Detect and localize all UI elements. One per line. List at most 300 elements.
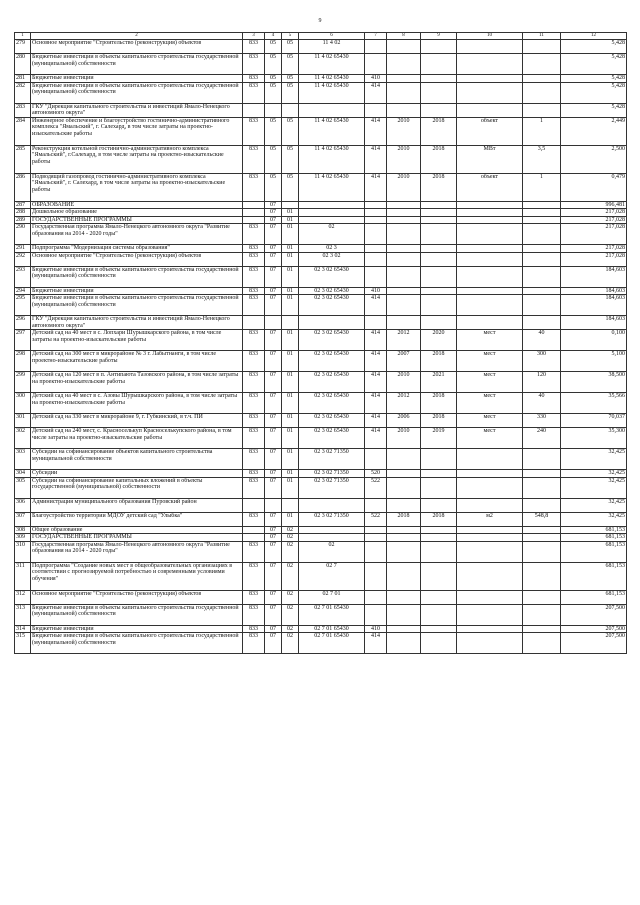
row-number-cell: 297 xyxy=(15,330,31,351)
row-name-cell: Бюджетные инвестиции xyxy=(31,625,243,633)
amount-cell: 681,153 xyxy=(561,541,627,562)
unit-cell: м2 xyxy=(457,512,523,526)
unit-cell: мест xyxy=(457,330,523,351)
row-number-cell: 286 xyxy=(15,173,31,201)
row-name-cell: ОБРАЗОВАНИЕ xyxy=(31,201,243,209)
row-number-cell: 280 xyxy=(15,54,31,75)
target-code-cell: 02 3 02 65430 xyxy=(299,428,365,449)
subsection-code-cell xyxy=(282,316,299,330)
start-year-cell xyxy=(387,526,421,534)
row-name-cell: Субсидии xyxy=(31,470,243,478)
admin-code-cell xyxy=(243,316,265,330)
admin-code-cell: 833 xyxy=(243,604,265,625)
subsection-code-cell: 05 xyxy=(282,75,299,83)
row-name-cell: Реконструкция котельной гостинично-административного комплекса "Ямальский", г.Салехард, в том числе затраты на проектно-изыскательские работы xyxy=(31,145,243,173)
capacity-cell: 40 xyxy=(523,393,561,414)
end-year-cell xyxy=(421,562,457,590)
admin-code-cell: 833 xyxy=(243,40,265,54)
expense-type-cell: 414 xyxy=(365,414,387,428)
table-row xyxy=(15,245,627,253)
table-row xyxy=(15,498,627,512)
row-number-cell: 295 xyxy=(15,295,31,316)
subsection-code-cell: 01 xyxy=(282,295,299,316)
section-code-cell: 05 xyxy=(265,82,282,103)
expense-type-cell: 414 xyxy=(365,82,387,103)
row-number-cell: 304 xyxy=(15,470,31,478)
row-name-cell: Детский сад на 330 мест в микрорайоне 9, г. Губкинский, в т.ч. ПИ xyxy=(31,414,243,428)
target-code-cell xyxy=(299,216,365,224)
start-year-cell xyxy=(387,75,421,83)
row-number-cell: 312 xyxy=(15,590,31,604)
table-row xyxy=(15,75,627,83)
table-row xyxy=(15,216,627,224)
row-name-cell: Инженерное обеспечение и благоустройство гостинично-административного комплекса "Ямальский", г. Салехард, в том числе затраты на проектно-изыскательские работы xyxy=(31,117,243,145)
subsection-code-cell: 01 xyxy=(282,266,299,287)
row-name-cell: Бюджетные инвестиции в объекты капитального строительства государственной (муниципальной) собственности xyxy=(31,266,243,287)
target-code-cell: 02 7 01 xyxy=(299,590,365,604)
target-code-cell: 02 3 02 65430 xyxy=(299,351,365,372)
column-header: 6 xyxy=(299,33,365,40)
capacity-cell xyxy=(523,54,561,75)
subsection-code-cell: 01 xyxy=(282,224,299,245)
table-row xyxy=(15,526,627,534)
row-name-cell: Государственная программа Ямало-Ненецкого автономного округа "Развитие образования на 2014 - 2020 годы" xyxy=(31,224,243,245)
row-number-cell: 293 xyxy=(15,266,31,287)
amount-cell: 681,153 xyxy=(561,534,627,542)
end-year-cell: 2018 xyxy=(421,414,457,428)
unit-cell xyxy=(457,526,523,534)
table-row xyxy=(15,209,627,217)
column-header: 3 xyxy=(243,33,265,40)
subsection-code-cell: 01 xyxy=(282,470,299,478)
expense-type-cell: 410 xyxy=(365,75,387,83)
column-header: 8 xyxy=(387,33,421,40)
row-number-cell: 282 xyxy=(15,82,31,103)
end-year-cell xyxy=(421,633,457,654)
row-name-cell: Бюджетные инвестиции в объекты капитального строительства государственной (муниципальной) собственности xyxy=(31,604,243,625)
unit-cell: мест xyxy=(457,428,523,449)
amount-cell: 32,425 xyxy=(561,512,627,526)
subsection-code-cell xyxy=(282,201,299,209)
table-row xyxy=(15,351,627,372)
admin-code-cell: 833 xyxy=(243,245,265,253)
expense-type-cell: 522 xyxy=(365,512,387,526)
row-name-cell: Подводящий газопровод гостинично-административного комплекса "Ямальский", г. Салехард, в том числе затраты на проектно-изыскательские работы xyxy=(31,173,243,201)
table-row xyxy=(15,82,627,103)
section-code-cell: 05 xyxy=(265,173,282,201)
admin-code-cell: 833 xyxy=(243,54,265,75)
target-code-cell: 02 3 02 71350 xyxy=(299,512,365,526)
row-name-cell: Основное мероприятие "Строительство (реконструкция) объектов xyxy=(31,40,243,54)
admin-code-cell: 833 xyxy=(243,372,265,393)
table-row xyxy=(15,512,627,526)
row-number-cell: 292 xyxy=(15,252,31,266)
capacity-cell xyxy=(523,40,561,54)
row-name-cell: Подпрограмма "Модернизация системы образования" xyxy=(31,245,243,253)
unit-cell xyxy=(457,534,523,542)
column-header: 1 xyxy=(15,33,31,40)
table-row xyxy=(15,470,627,478)
capacity-cell xyxy=(523,103,561,117)
end-year-cell xyxy=(421,526,457,534)
admin-code-cell: 833 xyxy=(243,82,265,103)
target-code-cell: 11 4 02 65430 xyxy=(299,173,365,201)
start-year-cell xyxy=(387,625,421,633)
end-year-cell xyxy=(421,295,457,316)
capacity-cell xyxy=(523,498,561,512)
section-code-cell: 07 xyxy=(265,330,282,351)
section-code-cell: 05 xyxy=(265,40,282,54)
target-code-cell: 11 4 02 xyxy=(299,40,365,54)
end-year-cell xyxy=(421,477,457,498)
section-code-cell: 07 xyxy=(265,449,282,470)
expense-type-cell xyxy=(365,534,387,542)
admin-code-cell: 833 xyxy=(243,633,265,654)
admin-code-cell: 833 xyxy=(243,414,265,428)
row-number-cell: 296 xyxy=(15,316,31,330)
subsection-code-cell: 01 xyxy=(282,372,299,393)
row-number-cell: 284 xyxy=(15,117,31,145)
target-code-cell: 11 4 02 65430 xyxy=(299,145,365,173)
row-number-cell: 315 xyxy=(15,633,31,654)
section-code-cell: 07 xyxy=(265,252,282,266)
amount-cell: 70,037 xyxy=(561,414,627,428)
column-header: 12 xyxy=(561,33,627,40)
amount-cell: 217,028 xyxy=(561,252,627,266)
start-year-cell xyxy=(387,604,421,625)
header-row xyxy=(15,33,627,40)
admin-code-cell: 833 xyxy=(243,470,265,478)
capacity-cell xyxy=(523,604,561,625)
target-code-cell: 11 4 02 65430 xyxy=(299,82,365,103)
end-year-cell: 2019 xyxy=(421,428,457,449)
admin-code-cell xyxy=(243,216,265,224)
target-code-cell: 02 3 02 65430 xyxy=(299,330,365,351)
amount-cell: 38,500 xyxy=(561,372,627,393)
subsection-code-cell: 02 xyxy=(282,633,299,654)
expense-type-cell: 414 xyxy=(365,428,387,449)
row-number-cell: 307 xyxy=(15,512,31,526)
start-year-cell xyxy=(387,216,421,224)
unit-cell xyxy=(457,295,523,316)
end-year-cell xyxy=(421,498,457,512)
amount-cell: 184,603 xyxy=(561,287,627,295)
column-header: 11 xyxy=(523,33,561,40)
table-row xyxy=(15,541,627,562)
target-code-cell: 11 4 02 65430 xyxy=(299,54,365,75)
row-name-cell: Субсидии на софинансирование капитальных вложений в объекты государственной (муниципальной) собственности xyxy=(31,477,243,498)
section-code-cell: 07 xyxy=(265,295,282,316)
end-year-cell: 2018 xyxy=(421,145,457,173)
section-code-cell: 07 xyxy=(265,534,282,542)
row-name-cell: Администрация муниципального образования Пуровский район xyxy=(31,498,243,512)
end-year-cell xyxy=(421,534,457,542)
end-year-cell xyxy=(421,201,457,209)
amount-cell: 32,425 xyxy=(561,498,627,512)
subsection-code-cell: 01 xyxy=(282,287,299,295)
expense-type-cell: 520 xyxy=(365,470,387,478)
admin-code-cell: 833 xyxy=(243,562,265,590)
start-year-cell xyxy=(387,245,421,253)
target-code-cell: 02 3 02 65430 xyxy=(299,266,365,287)
end-year-cell xyxy=(421,103,457,117)
row-name-cell: Подпрограмма "Создание новых мест в общеобразовательных организациях в соответствии с прогнозируемой потребностью и современными условиями обучения" xyxy=(31,562,243,590)
table-row xyxy=(15,201,627,209)
admin-code-cell xyxy=(243,498,265,512)
row-name-cell: Бюджетные инвестиции в объекты капитального строительства государственной (муниципальной) собственности xyxy=(31,82,243,103)
admin-code-cell: 833 xyxy=(243,266,265,287)
amount-cell: 0,100 xyxy=(561,330,627,351)
budget-table xyxy=(14,32,627,654)
expense-type-cell xyxy=(365,54,387,75)
unit-cell xyxy=(457,498,523,512)
subsection-code-cell: 05 xyxy=(282,117,299,145)
table-row xyxy=(15,117,627,145)
expense-type-cell xyxy=(365,40,387,54)
row-name-cell: ГОСУДАРСТВЕННЫЕ ПРОГРАММЫ xyxy=(31,534,243,542)
end-year-cell: 2021 xyxy=(421,372,457,393)
capacity-cell xyxy=(523,633,561,654)
amount-cell: 5,428 xyxy=(561,75,627,83)
row-number-cell: 281 xyxy=(15,75,31,83)
capacity-cell xyxy=(523,295,561,316)
admin-code-cell xyxy=(243,534,265,542)
end-year-cell: 2020 xyxy=(421,330,457,351)
end-year-cell xyxy=(421,470,457,478)
end-year-cell xyxy=(421,625,457,633)
amount-cell: 35,566 xyxy=(561,393,627,414)
amount-cell: 5,428 xyxy=(561,54,627,75)
target-code-cell xyxy=(299,201,365,209)
subsection-code-cell: 01 xyxy=(282,252,299,266)
column-header: 7 xyxy=(365,33,387,40)
capacity-cell: 1 xyxy=(523,117,561,145)
end-year-cell xyxy=(421,245,457,253)
row-number-cell: 288 xyxy=(15,209,31,217)
section-code-cell: 07 xyxy=(265,470,282,478)
start-year-cell: 2010 xyxy=(387,117,421,145)
section-code-cell: 07 xyxy=(265,201,282,209)
expense-type-cell xyxy=(365,201,387,209)
end-year-cell: 2018 xyxy=(421,512,457,526)
row-name-cell: ГКУ "Дирекция капитального строительства и инвестиций Ямало-Ненецкого автономного округа" xyxy=(31,103,243,117)
capacity-cell xyxy=(523,252,561,266)
admin-code-cell: 833 xyxy=(243,477,265,498)
start-year-cell: 2010 xyxy=(387,372,421,393)
section-code-cell: 05 xyxy=(265,145,282,173)
subsection-code-cell: 01 xyxy=(282,477,299,498)
section-code-cell: 07 xyxy=(265,562,282,590)
unit-cell: объект xyxy=(457,173,523,201)
section-code-cell: 07 xyxy=(265,590,282,604)
subsection-code-cell xyxy=(282,103,299,117)
start-year-cell xyxy=(387,590,421,604)
column-header: 10 xyxy=(457,33,523,40)
page-number: 9 xyxy=(318,18,322,24)
row-name-cell: Основное мероприятие "Строительство (реконструкция) объектов xyxy=(31,590,243,604)
expense-type-cell xyxy=(365,562,387,590)
section-code-cell: 07 xyxy=(265,245,282,253)
amount-cell: 32,425 xyxy=(561,449,627,470)
unit-cell xyxy=(457,252,523,266)
row-number-cell: 302 xyxy=(15,428,31,449)
capacity-cell: 1 xyxy=(523,173,561,201)
end-year-cell: 2018 xyxy=(421,351,457,372)
amount-cell: 184,603 xyxy=(561,316,627,330)
start-year-cell xyxy=(387,82,421,103)
start-year-cell xyxy=(387,287,421,295)
section-code-cell: 07 xyxy=(265,526,282,534)
subsection-code-cell: 01 xyxy=(282,393,299,414)
start-year-cell xyxy=(387,316,421,330)
target-code-cell: 02 3 02 65430 xyxy=(299,295,365,316)
expense-type-cell xyxy=(365,449,387,470)
admin-code-cell: 833 xyxy=(243,625,265,633)
expense-type-cell: 414 xyxy=(365,393,387,414)
target-code-cell xyxy=(299,209,365,217)
capacity-cell xyxy=(523,266,561,287)
unit-cell xyxy=(457,209,523,217)
row-number-cell: 314 xyxy=(15,625,31,633)
capacity-cell: 3,5 xyxy=(523,145,561,173)
row-number-cell: 313 xyxy=(15,604,31,625)
start-year-cell xyxy=(387,224,421,245)
target-code-cell: 02 3 xyxy=(299,245,365,253)
amount-cell: 996,481 xyxy=(561,201,627,209)
start-year-cell xyxy=(387,40,421,54)
amount-cell: 5,100 xyxy=(561,351,627,372)
start-year-cell xyxy=(387,541,421,562)
target-code-cell: 02 3 02 65430 xyxy=(299,372,365,393)
amount-cell: 184,603 xyxy=(561,266,627,287)
row-number-cell: 291 xyxy=(15,245,31,253)
target-code-cell: 11 4 02 65430 xyxy=(299,75,365,83)
capacity-cell xyxy=(523,541,561,562)
row-name-cell: Детский сад на 300 мест в микрорайоне № 3 г. Лабытнанги, в том числе проектно-изыскательские работы xyxy=(31,351,243,372)
amount-cell: 681,153 xyxy=(561,526,627,534)
row-number-cell: 299 xyxy=(15,372,31,393)
row-number-cell: 311 xyxy=(15,562,31,590)
section-code-cell: 07 xyxy=(265,428,282,449)
unit-cell xyxy=(457,82,523,103)
table-row xyxy=(15,287,627,295)
subsection-code-cell: 05 xyxy=(282,54,299,75)
admin-code-cell: 833 xyxy=(243,117,265,145)
table-row xyxy=(15,40,627,54)
row-name-cell: Государственная программа Ямало-Ненецкого автономного округа "Развитие образования на 2014 - 2020 годы" xyxy=(31,541,243,562)
unit-cell xyxy=(457,201,523,209)
table-row xyxy=(15,414,627,428)
section-code-cell: 07 xyxy=(265,393,282,414)
section-code-cell: 07 xyxy=(265,633,282,654)
end-year-cell xyxy=(421,75,457,83)
row-name-cell: Бюджетные инвестиции в объекты капитального строительства государственной (муниципальной) собственности xyxy=(31,295,243,316)
unit-cell xyxy=(457,224,523,245)
subsection-code-cell: 02 xyxy=(282,534,299,542)
row-name-cell: Бюджетные инвестиции в объекты капитального строительства государственной (муниципальной) собственности xyxy=(31,633,243,654)
start-year-cell xyxy=(387,54,421,75)
expense-type-cell xyxy=(365,103,387,117)
end-year-cell xyxy=(421,54,457,75)
end-year-cell xyxy=(421,449,457,470)
capacity-cell xyxy=(523,316,561,330)
table-row xyxy=(15,145,627,173)
start-year-cell: 2012 xyxy=(387,393,421,414)
end-year-cell: 2018 xyxy=(421,173,457,201)
unit-cell xyxy=(457,266,523,287)
table-row xyxy=(15,372,627,393)
admin-code-cell: 833 xyxy=(243,590,265,604)
unit-cell xyxy=(457,541,523,562)
row-number-cell: 305 xyxy=(15,477,31,498)
row-number-cell: 303 xyxy=(15,449,31,470)
expense-type-cell: 414 xyxy=(365,633,387,654)
amount-cell: 2,500 xyxy=(561,145,627,173)
admin-code-cell: 833 xyxy=(243,428,265,449)
section-code-cell xyxy=(265,103,282,117)
unit-cell xyxy=(457,625,523,633)
capacity-cell: 40 xyxy=(523,330,561,351)
expense-type-cell xyxy=(365,209,387,217)
section-code-cell: 07 xyxy=(265,216,282,224)
table-row xyxy=(15,54,627,75)
amount-cell: 5,428 xyxy=(561,40,627,54)
amount-cell: 184,603 xyxy=(561,295,627,316)
start-year-cell: 2010 xyxy=(387,145,421,173)
capacity-cell: 330 xyxy=(523,414,561,428)
section-code-cell xyxy=(265,316,282,330)
expense-type-cell xyxy=(365,526,387,534)
row-name-cell: Дошкольное образование xyxy=(31,209,243,217)
expense-type-cell: 414 xyxy=(365,295,387,316)
amount-cell: 5,428 xyxy=(561,82,627,103)
column-header: 4 xyxy=(265,33,282,40)
capacity-cell: 240 xyxy=(523,428,561,449)
end-year-cell xyxy=(421,287,457,295)
amount-cell: 32,425 xyxy=(561,470,627,478)
amount-cell: 217,028 xyxy=(561,245,627,253)
subsection-code-cell: 02 xyxy=(282,604,299,625)
subsection-code-cell: 05 xyxy=(282,173,299,201)
table-row xyxy=(15,625,627,633)
capacity-cell: 548,8 xyxy=(523,512,561,526)
end-year-cell xyxy=(421,82,457,103)
capacity-cell xyxy=(523,470,561,478)
target-code-cell: 02 3 02 65430 xyxy=(299,393,365,414)
start-year-cell xyxy=(387,295,421,316)
section-code-cell: 07 xyxy=(265,604,282,625)
expense-type-cell: 410 xyxy=(365,625,387,633)
expense-type-cell: 414 xyxy=(365,351,387,372)
start-year-cell: 2006 xyxy=(387,414,421,428)
target-code-cell: 02 3 02 71350 xyxy=(299,449,365,470)
target-code-cell: 02 xyxy=(299,224,365,245)
row-name-cell: Благоустройство территории МДОУ детский сад "Улыбка" xyxy=(31,512,243,526)
amount-cell: 681,153 xyxy=(561,590,627,604)
section-code-cell: 07 xyxy=(265,287,282,295)
expense-type-cell xyxy=(365,224,387,245)
table-row xyxy=(15,316,627,330)
capacity-cell xyxy=(523,590,561,604)
start-year-cell xyxy=(387,498,421,512)
row-number-cell: 279 xyxy=(15,40,31,54)
target-code-cell xyxy=(299,534,365,542)
subsection-code-cell: 01 xyxy=(282,512,299,526)
unit-cell xyxy=(457,604,523,625)
capacity-cell xyxy=(523,562,561,590)
unit-cell xyxy=(457,633,523,654)
amount-cell: 207,500 xyxy=(561,604,627,625)
